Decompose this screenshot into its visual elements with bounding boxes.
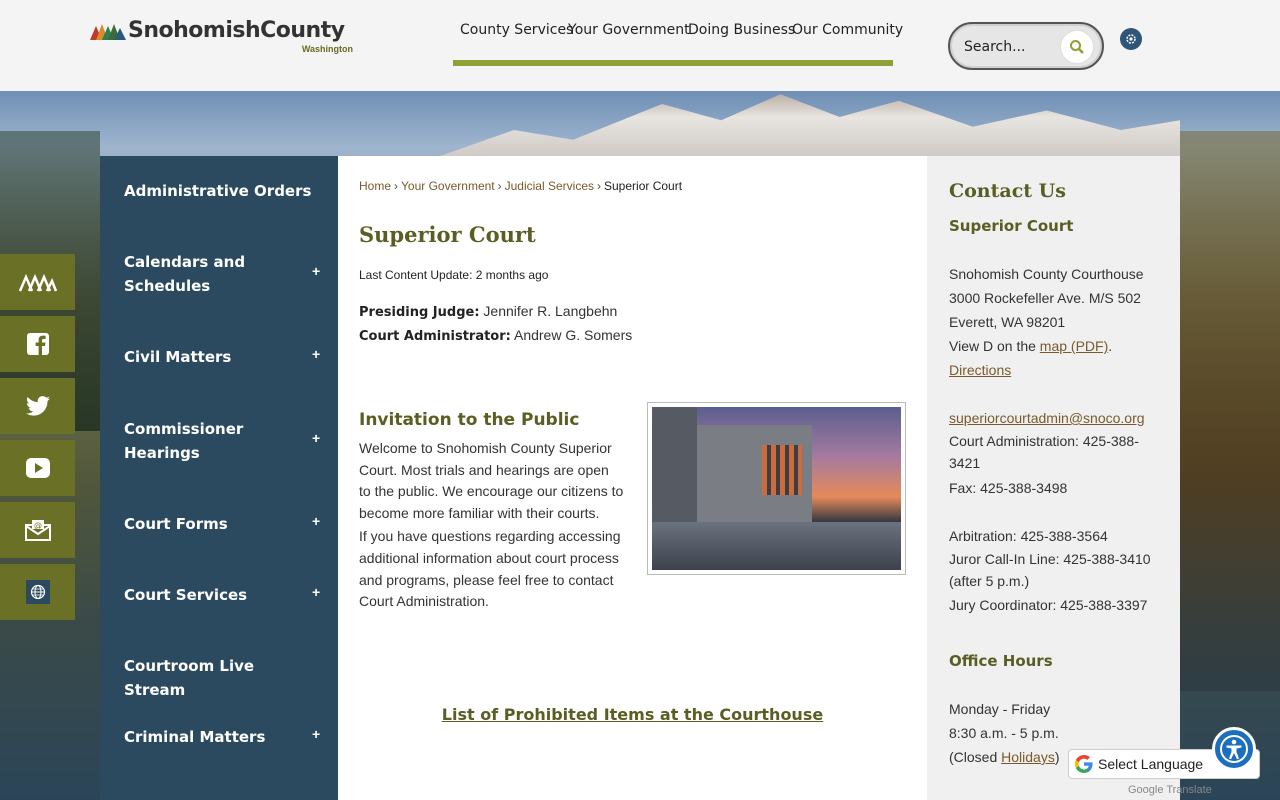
sidebar-item-court-services[interactable]: Court Services xyxy=(124,586,248,604)
logo-text: SnohomishCounty xyxy=(128,18,345,43)
gear-icon xyxy=(1124,32,1138,46)
hours-time: 8:30 a.m. - 5 p.m. xyxy=(949,725,1059,741)
presiding-judge-row xyxy=(359,300,632,324)
address-line-3: Everett, WA 98201 xyxy=(949,314,1066,330)
nav-county-services[interactable]: County Services xyxy=(460,22,574,38)
sidebar-item-criminal-matters[interactable]: Criminal Matters xyxy=(124,728,266,746)
sidebar-item-civil-matters[interactable]: Civil Matters xyxy=(124,348,232,366)
courthouse-rendering xyxy=(652,407,901,570)
invitation-text xyxy=(359,438,624,613)
globe-icon-box xyxy=(26,580,50,604)
page-title: Superior Court xyxy=(359,222,536,247)
sidebar-item-court-forms[interactable]: Court Forms xyxy=(124,515,228,533)
directions-line xyxy=(949,358,1164,382)
closed-prefix: (Closed xyxy=(949,749,998,765)
email-link[interactable]: superiorcourtadmin@snoco.org xyxy=(949,410,1145,426)
invitation-paragraph-2: If you have questions regarding accessing additional information about court process and programs, please feel free to contact Court Administration. xyxy=(359,528,621,610)
breadcrumb xyxy=(359,179,682,193)
plaza xyxy=(652,522,901,570)
breadcrumb-your-government[interactable]: Your Government xyxy=(401,179,495,193)
breadcrumb-separator: › xyxy=(597,179,601,193)
logo-subtitle: Washington xyxy=(301,44,353,54)
arbitration-phone: Arbitration: 425-388-3564 xyxy=(949,528,1108,544)
contact-title: Contact Us xyxy=(949,180,1066,202)
facebook-icon xyxy=(27,333,49,355)
breadcrumb-judicial-services[interactable]: Judicial Services xyxy=(504,179,594,193)
twitter-link[interactable] xyxy=(0,378,75,434)
court-administrator-label: Court Administrator: xyxy=(359,329,511,344)
main-nav xyxy=(453,20,904,66)
expand-icon[interactable]: + xyxy=(312,430,321,446)
site-header xyxy=(0,0,1280,91)
address-line-2: 3000 Rockefeller Ave. M/S 502 xyxy=(949,290,1141,306)
contact-org: Superior Court xyxy=(949,217,1074,235)
nav-doing-business[interactable]: Doing Business xyxy=(688,22,796,38)
map-line xyxy=(949,334,1164,358)
contact-panel xyxy=(927,156,1180,800)
search-box xyxy=(948,22,1104,70)
svg-text:@: @ xyxy=(33,521,42,530)
map-link[interactable]: map (PDF) xyxy=(1039,338,1109,354)
powered-by-google-translate: Google Translate xyxy=(1128,784,1212,796)
translate-link[interactable] xyxy=(0,564,75,620)
courthouse-photo xyxy=(647,402,906,575)
settings-button[interactable] xyxy=(1120,28,1142,50)
accessibility-icon xyxy=(1219,734,1249,764)
building-left xyxy=(652,407,697,522)
presiding-judge-name: Jennifer R. Langbehn xyxy=(483,303,618,319)
breadcrumb-separator: › xyxy=(394,179,399,193)
county-logo-icon xyxy=(90,22,126,40)
main-content xyxy=(338,156,927,800)
expand-icon[interactable]: + xyxy=(312,346,321,362)
search-icon xyxy=(1069,39,1085,55)
globe-icon xyxy=(30,584,46,600)
nav-our-community[interactable]: Our Community xyxy=(792,22,904,38)
sidebar-item-commissioner-hearings[interactable]: Commissioner Hearings xyxy=(124,420,244,462)
invitation-heading: Invitation to the Public xyxy=(359,410,580,430)
map-prefix: View D on the xyxy=(949,338,1036,354)
expand-icon[interactable]: + xyxy=(312,513,321,529)
email-link[interactable] xyxy=(0,502,75,558)
breadcrumb-separator: › xyxy=(497,179,502,193)
nav-your-government[interactable]: Your Government xyxy=(568,22,690,38)
office-hours-heading: Office Hours xyxy=(949,652,1053,670)
hours-days: Monday - Friday xyxy=(949,701,1051,717)
forest-right-image xyxy=(1180,131,1280,691)
county-home-link[interactable] xyxy=(0,254,75,310)
expand-icon[interactable]: + xyxy=(312,584,321,600)
closed-suffix: ) xyxy=(1054,749,1060,765)
sidebar-item-courtroom-live-stream[interactable]: Courtroom Live Stream xyxy=(124,657,255,699)
facebook-link[interactable] xyxy=(0,316,75,372)
court-officials xyxy=(359,300,632,348)
breadcrumb-home[interactable]: Home xyxy=(359,179,392,193)
prohibited-items-link[interactable]: List of Prohibited Items at the Courthouse xyxy=(441,705,824,724)
email-line xyxy=(949,406,1164,430)
search-button[interactable] xyxy=(1060,30,1094,64)
directions-link[interactable]: Directions xyxy=(949,362,1012,378)
expand-icon[interactable]: + xyxy=(312,263,321,279)
holidays-link[interactable]: Holidays xyxy=(1001,749,1055,765)
sidebar-item-administrative-orders[interactable]: Administrative Orders xyxy=(124,182,312,200)
juror-line: Juror Call-In Line: 425-388-3410 (after 5 p.m.) xyxy=(949,551,1151,589)
court-administrator-row xyxy=(359,324,632,348)
map-period: . xyxy=(1108,338,1113,354)
fax-number: Fax: 425-388-3498 xyxy=(949,480,1068,496)
search-input[interactable] xyxy=(964,36,1054,58)
invitation-paragraph-1: Welcome to Snohomish County Superior Court. Most trials and hearings are open to the public. We encourage our citizens to become more familiar with their courts. xyxy=(359,440,624,521)
presiding-judge-label: Presiding Judge: xyxy=(359,305,480,320)
twitter-icon xyxy=(26,396,50,416)
language-select-label: Select Language xyxy=(1098,756,1204,772)
youtube-link[interactable] xyxy=(0,440,75,496)
court-admin-phone: Court Administration: 425-388-3421 xyxy=(949,433,1139,471)
last-updated: Last Content Update: 2 months ago xyxy=(359,268,549,282)
court-administrator-name: Andrew G. Somers xyxy=(513,327,633,343)
google-g-icon xyxy=(1075,755,1093,773)
county-logo-icon xyxy=(19,272,57,292)
accessibility-button[interactable] xyxy=(1212,727,1256,771)
building-windows xyxy=(762,445,802,495)
email-icon xyxy=(25,519,51,541)
jury-coordinator-phone: Jury Coordinator: 425-388-3397 xyxy=(949,597,1148,613)
site-logo[interactable] xyxy=(90,18,355,58)
expand-icon[interactable]: + xyxy=(312,726,321,742)
mountain-image xyxy=(440,91,1180,156)
section-nav xyxy=(100,156,338,800)
breadcrumb-current: Superior Court xyxy=(604,179,683,193)
address-line-1: Snohomish County Courthouse xyxy=(949,266,1144,282)
youtube-icon xyxy=(26,458,50,478)
sidebar-item-calendars[interactable]: Calendars and Schedules xyxy=(124,253,246,295)
